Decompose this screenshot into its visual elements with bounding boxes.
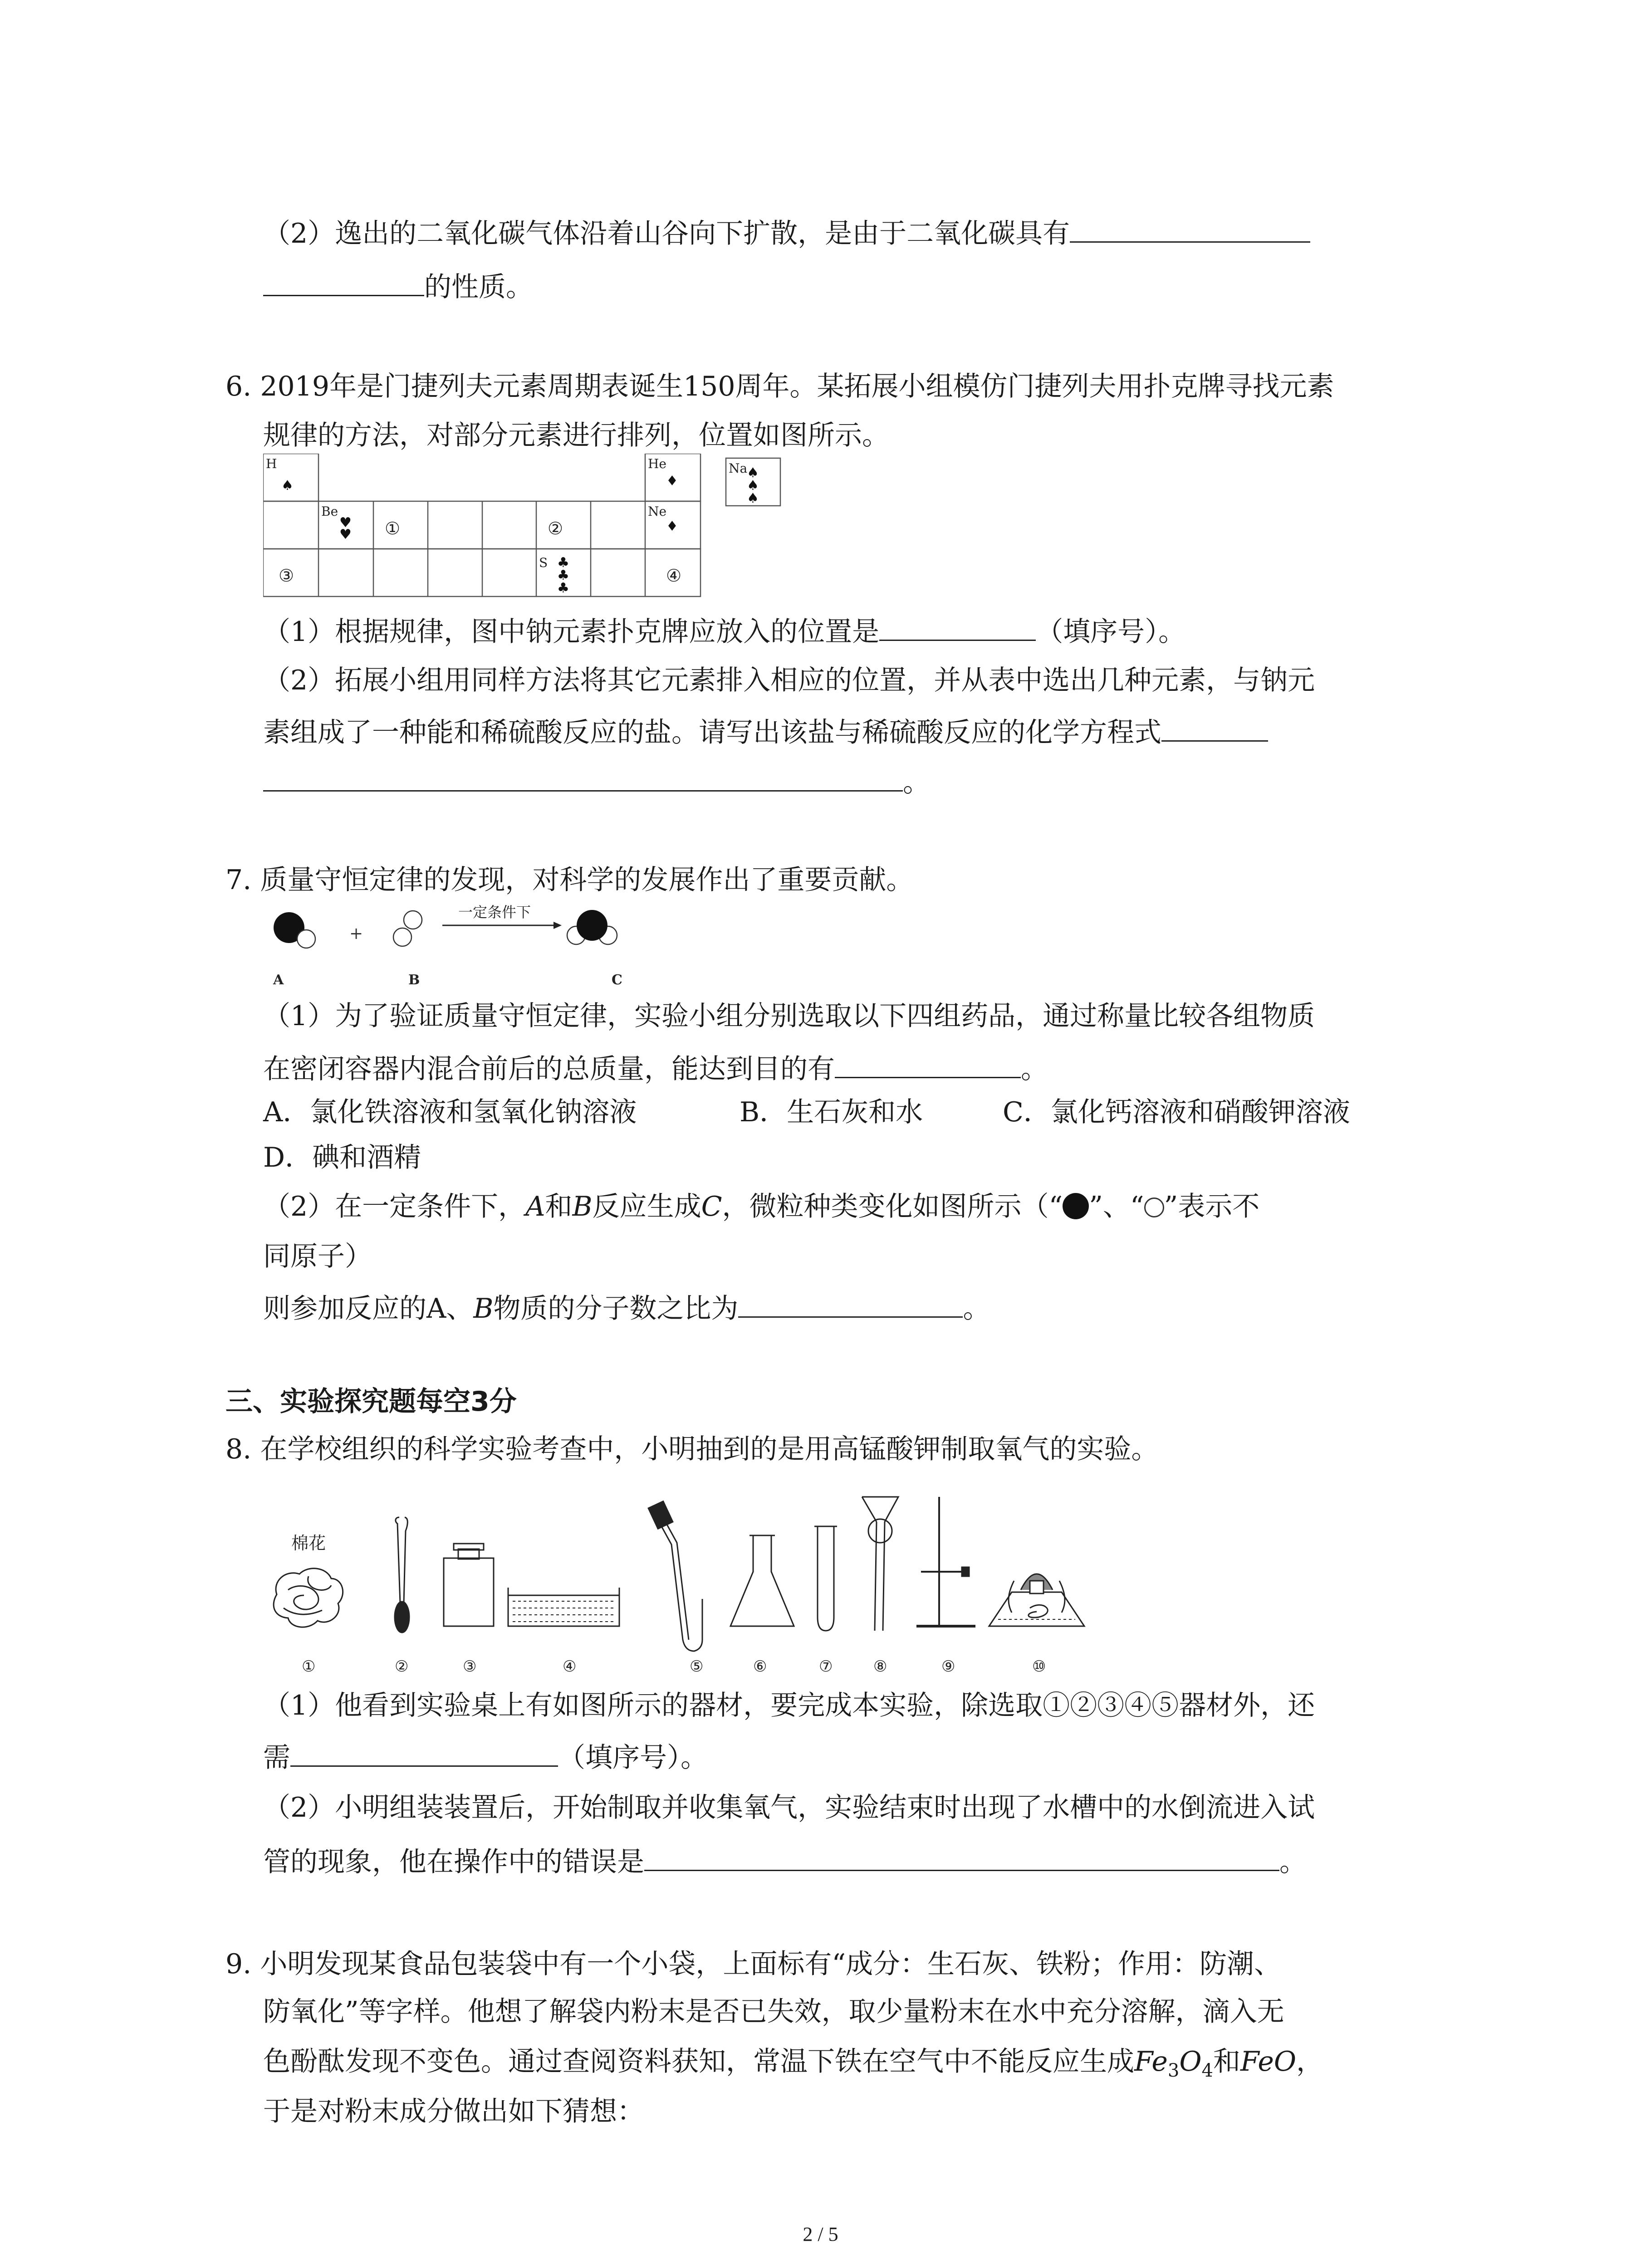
diamond-suit-icon: ♦ bbox=[666, 473, 678, 489]
cotton-icon bbox=[274, 1569, 343, 1627]
iron-stand-icon bbox=[916, 1497, 975, 1626]
equipment-label-1: ① bbox=[302, 1657, 316, 1676]
label-b: B bbox=[408, 972, 420, 988]
q7-stem: 7. 质量守恒定律的发现，对科学的发展作出了重要贡献。 bbox=[225, 864, 914, 896]
q9-line4: 于是对粉末成分做出如下猜想： bbox=[263, 2096, 644, 2127]
equipment-label-3: ③ bbox=[463, 1657, 477, 1676]
q8-part2-line1: （2）小明组装装置后，开始制取并收集氧气，实验结束时出现了水槽中的水倒流进入试 bbox=[263, 1792, 1315, 1823]
label-a: A bbox=[273, 972, 284, 988]
equipment-label-8: ⑧ bbox=[873, 1657, 887, 1676]
q6-stem-line2: 规律的方法，对部分元素进行排列，位置如图所示。 bbox=[263, 420, 889, 451]
water-trough-icon bbox=[508, 1588, 619, 1626]
heart-suit-icon: ♥ bbox=[339, 515, 352, 531]
q6-part2-line2: 素组成了一种能和稀硫酸反应的盐。请写出该盐与稀硫酸反应的化学方程式 bbox=[263, 712, 1268, 751]
alcohol-lamp-icon bbox=[989, 1574, 1084, 1626]
q7-part2-line3: 则参加反应的A、B物质的分子数之比为 。 bbox=[263, 1288, 990, 1327]
option-c: C．氯化钙溶液和硝酸钾溶液 bbox=[1003, 1096, 1350, 1128]
molecule-b-atom-top bbox=[404, 911, 422, 929]
long-neck-funnel-icon bbox=[862, 1497, 898, 1631]
equipment-label-4: ④ bbox=[563, 1657, 577, 1676]
option-d: D．碘和酒精 bbox=[263, 1142, 421, 1173]
reaction-condition-label: 一定条件下 bbox=[458, 904, 531, 921]
q5-part2-line1: （2）逸出的二氧化碳气体沿着山谷向下扩散，是由于二氧化碳具有 bbox=[263, 213, 1310, 252]
answer-blank[interactable] bbox=[644, 1842, 1279, 1871]
spade-suit-icon: ♠ bbox=[281, 478, 294, 494]
label-c: C bbox=[612, 972, 622, 988]
q8-part2-line2: 管的现象，他在操作中的错误是 。 bbox=[263, 1842, 1307, 1880]
position-1-marker: ① bbox=[385, 518, 401, 538]
equipment-label-2: ② bbox=[395, 1657, 409, 1676]
q6-part1: （1）根据规律，图中钠元素扑克牌应放入的位置是 （填序号）。 bbox=[263, 611, 1185, 650]
equipment-label-6: ⑥ bbox=[753, 1657, 767, 1676]
answer-blank[interactable] bbox=[879, 611, 1036, 641]
option-a: A．氯化铁溶液和氢氧化钠溶液 bbox=[263, 1096, 637, 1128]
q9-line2: 防氧化”等字样。他想了解袋内粉末是否已失效，取少量粉末在水中充分溶解，滴入无 bbox=[263, 1996, 1284, 2028]
spade-suit-icon: ♠ bbox=[747, 478, 759, 494]
cell-s-label: S bbox=[539, 555, 548, 570]
q7-part2-line1: （2）在一定条件下，A和B反应生成C，微粒种类变化如图所示（“ ”、“ ”表示不 bbox=[263, 1191, 1260, 1222]
q6-part2-line1: （2）拓展小组用同样方法将其它元素排入相应的位置，并从表中选出几种元素，与钠元 bbox=[263, 665, 1315, 696]
q8-part1-line1: （1）他看到实验桌上有如图所示的器材，要完成本实验，除选取①②③④⑤器材外，还 bbox=[263, 1690, 1315, 1721]
page-number: 2 / 5 bbox=[803, 2223, 838, 2245]
cell-be-label: Be bbox=[321, 504, 338, 519]
answer-blank[interactable] bbox=[1070, 213, 1310, 243]
arrow-head-icon bbox=[554, 922, 562, 929]
q6-stem-line1: 6. 2019年是门捷列夫元素周期表诞生150周年。某拓展小组模仿门捷列夫用扑克牌寻找元素 bbox=[225, 371, 1334, 402]
spade-suit-icon: ♠ bbox=[747, 490, 759, 506]
position-4-marker: ④ bbox=[666, 566, 682, 586]
molecule-b-atom-bottom bbox=[393, 928, 411, 946]
conical-flask-icon bbox=[730, 1535, 794, 1626]
diamond-suit-icon: ♦ bbox=[666, 518, 678, 534]
answer-blank[interactable] bbox=[835, 1049, 1021, 1078]
club-suit-icon: ♣ bbox=[557, 567, 569, 583]
spade-suit-icon: ♠ bbox=[747, 465, 759, 481]
answer-blank[interactable] bbox=[263, 267, 424, 296]
cotton-label: 棉花 bbox=[291, 1533, 326, 1553]
q9-line3: 色酚酞发现不变色。通过查阅资料获知，常温下铁在空气中不能反应生成$Fe_3O_4$和FeO， bbox=[263, 2046, 1324, 2081]
q7-part1-line1: （1）为了验证质量守恒定律，实验小组分别选取以下四组药品，通过称量比较各组物质 bbox=[263, 1000, 1315, 1032]
position-2-marker: ② bbox=[548, 518, 563, 538]
element-poker-table bbox=[263, 454, 785, 603]
q7-part2-line2: 同原子） bbox=[263, 1241, 372, 1272]
section-title: 三、实验探究题每空3分 bbox=[225, 1386, 517, 1418]
molecule-a-white-atom bbox=[297, 930, 315, 948]
answer-blank[interactable] bbox=[263, 762, 903, 792]
q6-part2-line3: 。 bbox=[263, 762, 930, 801]
medicine-spoon-icon bbox=[395, 1517, 409, 1633]
plus-sign: + bbox=[349, 924, 363, 943]
white-atom-icon bbox=[1144, 1198, 1164, 1217]
stopper-delivery-tube-icon bbox=[648, 1501, 702, 1651]
reagent-bottle-icon bbox=[444, 1544, 494, 1626]
black-atom-icon bbox=[1063, 1193, 1089, 1219]
cell-he-label: He bbox=[648, 456, 666, 471]
option-b: B．生石灰和水 bbox=[740, 1096, 923, 1128]
cell-ne-label: Ne bbox=[648, 504, 667, 519]
lab-equipment-figure bbox=[263, 1476, 1134, 1685]
reaction-particle-diagram bbox=[263, 903, 694, 993]
answer-blank[interactable] bbox=[1161, 712, 1268, 742]
test-tube-icon bbox=[814, 1526, 837, 1631]
heart-suit-icon: ♥ bbox=[339, 527, 352, 543]
answer-blank[interactable] bbox=[738, 1288, 963, 1318]
q8-part1-line2: 需 （填序号）。 bbox=[263, 1737, 708, 1776]
position-3-marker: ③ bbox=[279, 566, 294, 586]
club-suit-icon: ♣ bbox=[557, 580, 569, 596]
q9-line1: 9. 小明发现某食品包装袋中有一个小袋，上面标有“成分：生石灰、铁粉；作用：防潮、 bbox=[225, 1948, 1281, 1980]
equipment-label-7: ⑦ bbox=[819, 1657, 833, 1676]
cell-h-label: H bbox=[266, 456, 277, 471]
club-suit-icon: ♣ bbox=[557, 555, 569, 571]
molecule-c-black-atom bbox=[577, 910, 607, 941]
answer-blank[interactable] bbox=[290, 1737, 558, 1767]
q5-part2-line2: 的性质。 bbox=[263, 267, 533, 305]
equipment-label-10: ⑩ bbox=[1032, 1657, 1046, 1676]
equipment-label-9: ⑨ bbox=[941, 1657, 955, 1676]
q7-part1-line2: 在密闭容器内混合前后的总质量，能达到目的有 。 bbox=[263, 1049, 1048, 1087]
equipment-label-5: ⑤ bbox=[690, 1657, 704, 1676]
q8-stem: 8. 在学校组织的科学实验考查中，小明抽到的是用高锰酸钾制取氧气的实验。 bbox=[225, 1433, 1159, 1465]
card-na-label: Na bbox=[729, 461, 748, 476]
